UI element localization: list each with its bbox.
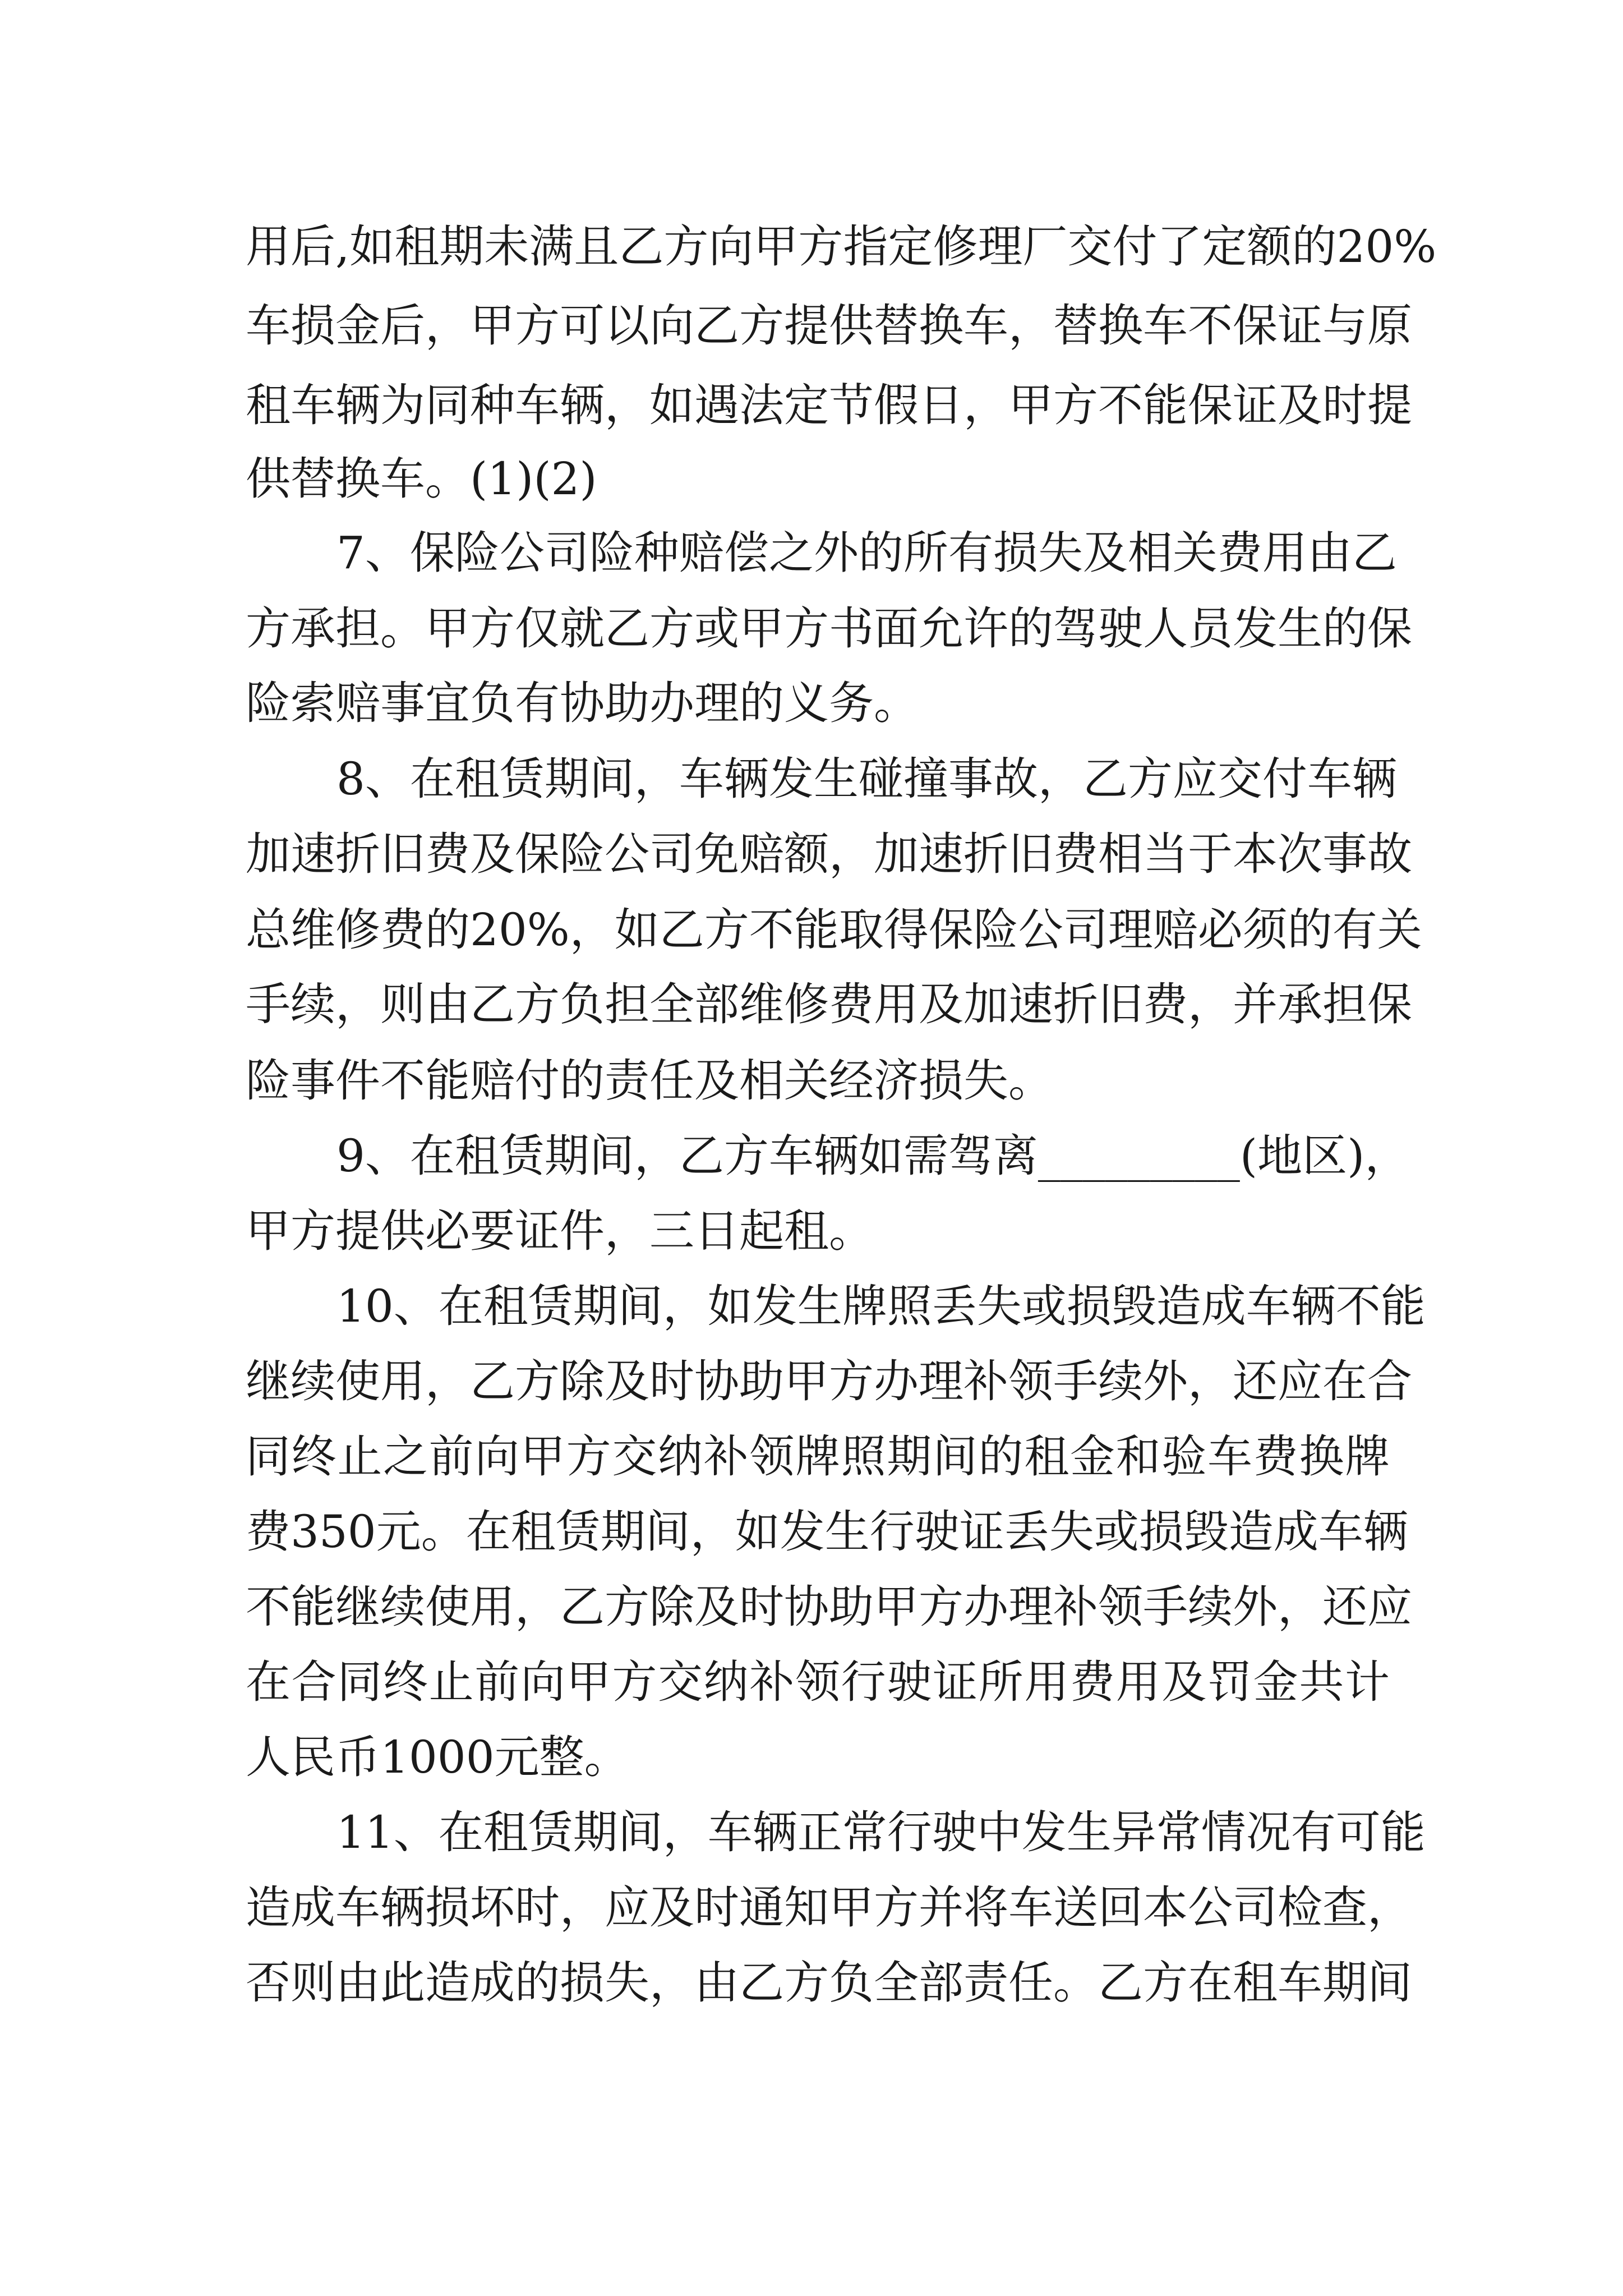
- text-line: 费350元。在租赁期间，如发生行驶证丢失或损毁造成车辆: [246, 1506, 1408, 1558]
- paragraph-first-line: 10、在租赁期间，如发生牌照丢失或损毁造成车辆不能: [336, 1280, 1426, 1332]
- text-line: 租车辆为同种车辆，如遇法定节假日，甲方不能保证及时提: [246, 379, 1412, 431]
- text-line: 供替换车。(1)(2): [246, 453, 597, 505]
- text-line: 同终止之前向甲方交纳补领牌照期间的租金和验车费换牌: [246, 1430, 1390, 1483]
- text-line: 险索赔事宜负有协助办理的义务。: [246, 677, 919, 729]
- text-line: 在合同终止前向甲方交纳补领行驶证所用费用及罚金共计: [246, 1656, 1390, 1708]
- text-line: 总维修费的20%，如乙方不能取得保险公司理赔必须的有关: [246, 904, 1422, 956]
- text-line: 否则由此造成的损失，由乙方负全部责任。乙方在租车期间: [246, 1957, 1412, 2009]
- text-line: 甲方提供必要证件，三日起租。: [246, 1205, 874, 1257]
- text-line: 加速折旧费及保险公司免赔额，加速折旧费相当于本次事故: [246, 828, 1412, 880]
- text-line: 车损金后，甲方可以向乙方提供替换车，替换车不保证与原: [246, 300, 1412, 352]
- paragraph-first-line: 9、在租赁期间，乙方车辆如需驾离_________(地区)，: [336, 1130, 1410, 1182]
- paragraph-first-line: 7、保险公司险种赔偿之外的所有损失及相关费用由乙: [336, 527, 1397, 579]
- text-line: 造成车辆损坏时，应及时通知甲方并将车送回本公司检查，: [246, 1881, 1412, 1934]
- paragraph-first-line: 8、在租赁期间，车辆发生碰撞事故，乙方应交付车辆: [336, 753, 1397, 805]
- text-line: 继续使用，乙方除及时协助甲方办理补领手续外，还应在合: [246, 1355, 1412, 1407]
- text-line: 险事件不能赔付的责任及相关经济损失。: [246, 1055, 1053, 1107]
- text-line: 不能继续使用，乙方除及时协助甲方办理补领手续外，还应: [246, 1581, 1412, 1633]
- text-line: 方承担。甲方仅就乙方或甲方书面允许的驾驶人员发生的保: [246, 602, 1412, 655]
- paragraph-first-line: 11、在租赁期间，车辆正常行驶中发生异常情况有可能: [336, 1806, 1426, 1858]
- text-line: 人民币1000元整。: [246, 1731, 629, 1783]
- text-line: 手续，则由乙方负担全部维修费用及加速折旧费，并承担保: [246, 978, 1412, 1030]
- text-line: 用后,如租期未满且乙方向甲方指定修理厂交付了定额的20%: [246, 220, 1437, 273]
